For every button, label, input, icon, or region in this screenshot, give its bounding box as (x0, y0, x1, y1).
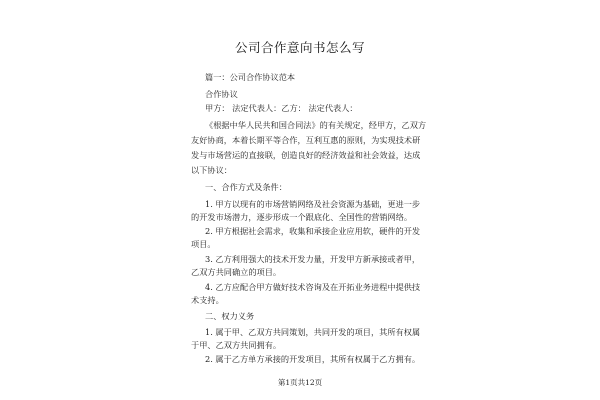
intro-line: 友好协商，本着长期平等合作，互利互惠的原则，为实现技术研 (191, 135, 421, 145)
document-title: 公司合作意向书怎么写 (234, 40, 365, 55)
section-heading: 篇一：公司合作协议范本 (205, 72, 296, 82)
clause-line: 2. 甲方根据社会需求，收集和承接企业应用软，硬件的开发 (205, 226, 421, 236)
intro-line: 《根据中华人民共和国合同法》的有关规定，经甲方，乙双方 (205, 120, 427, 130)
clause-line: 2. 属于乙方单方承接的开发项目，其所有权属于乙方拥有。 (205, 354, 421, 364)
clause2-heading: 二、权力义务 (205, 311, 255, 321)
clause-line: 4. 乙方应配合甲方做好技术咨询及在开拓业务进程中提供技 (205, 282, 421, 292)
intro-line: 发与市场营运的直接联，创造良好的经济效益和社会效益，达成 (191, 150, 421, 160)
clause-line: 项目。 (191, 239, 216, 249)
agreement-title: 合作协议 (205, 89, 238, 99)
clause-line: 3. 乙方利用强大的技术开发力量，开发甲方新承接或者甲， (205, 254, 421, 264)
page-footer (0, 377, 600, 388)
clause1-heading: 一、合作方式及条件： (205, 182, 287, 192)
intro-line: 以下协议： (191, 165, 232, 175)
parties-line: 甲方： 法定代表人：乙方： 法定代表人： (205, 103, 358, 113)
clause-line: 术支持。 (191, 295, 224, 305)
clause-line: 1. 甲方以现有的市场营销网络及社会资源为基础，更进一步 (205, 199, 421, 209)
clause-line: 乙双方共同确立的项目。 (191, 267, 282, 277)
page-number-label: 第1页共12页 (277, 378, 323, 387)
clause-line: 1. 属于甲、乙双方共同策划，共同开发的项目，其所有权属 (205, 327, 421, 337)
clause-line: 于甲、乙双方共同拥有。 (191, 340, 282, 350)
clause-line: 的开发市场潜力，逐步形成一个跟底化、全国性的营销网络。 (191, 212, 413, 222)
